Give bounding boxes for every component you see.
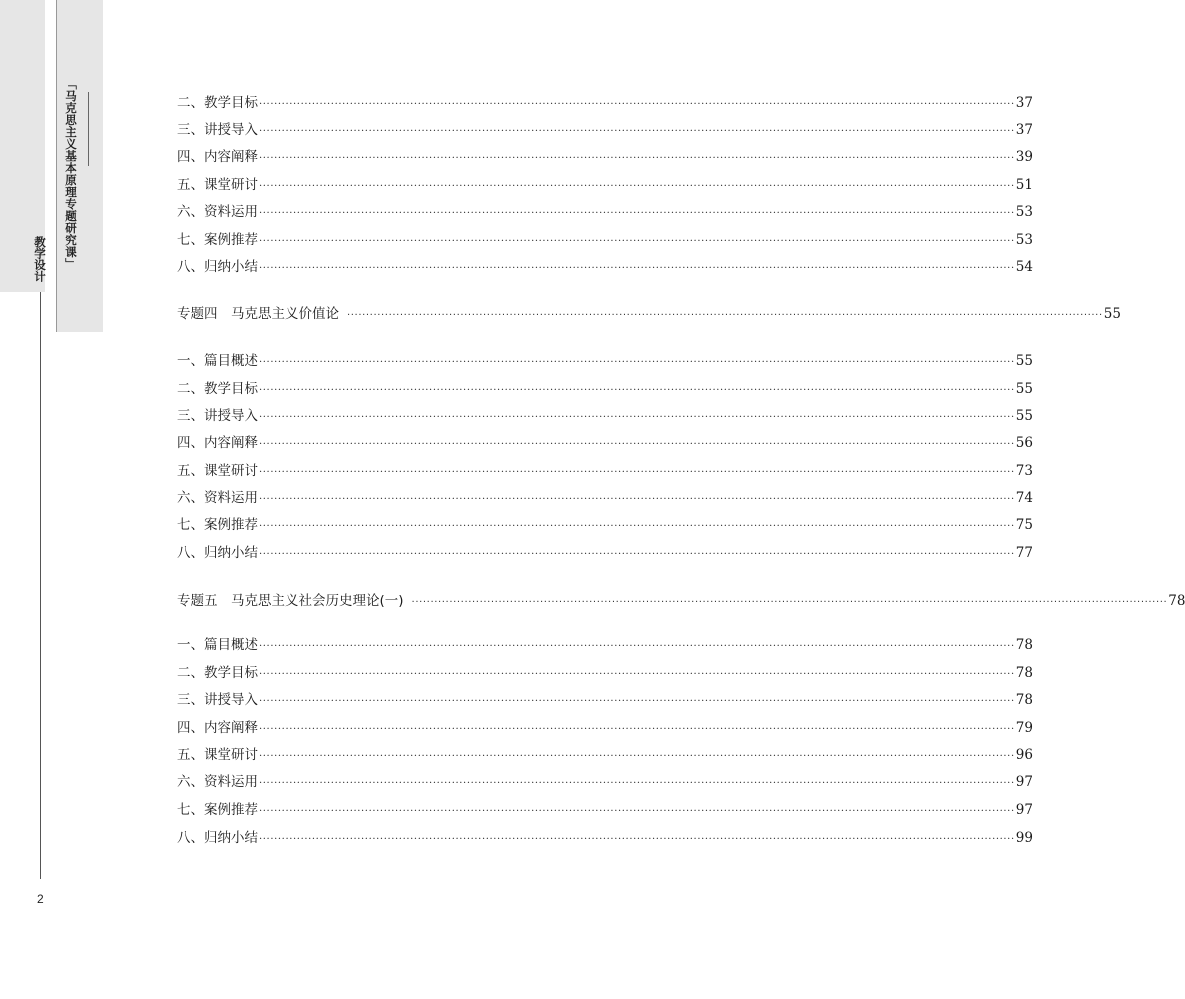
toc-entry	[177, 91, 1033, 111]
toc-entry-label: 一、篇目概述	[177, 637, 258, 653]
dot-leader: ········································································································································································································	[259, 385, 1015, 396]
toc-entry-page: 77	[1015, 545, 1033, 561]
toc-entry-label: 二、教学目标	[177, 95, 258, 111]
toc-entry-page: 53	[1015, 204, 1033, 220]
toc-entry	[177, 798, 1033, 818]
toc-entry-page: 39	[1015, 149, 1033, 165]
dot-leader: ········································································································································································································	[259, 263, 1015, 274]
dot-leader: ········································································································································································································	[259, 724, 1015, 735]
toc-entry-label: 六、资料运用	[177, 490, 258, 506]
toc-entry	[177, 688, 1033, 708]
toc-entry-label: 一、篇目概述	[177, 353, 258, 369]
toc-entry-label: 八、归纳小结	[177, 259, 258, 275]
dot-leader: ········································································································································································································	[259, 778, 1015, 789]
toc-entry-label: 专题四 马克思主义价值论	[177, 306, 339, 322]
toc-entry-label: 七、案例推荐	[177, 232, 258, 248]
book-title: 「马克思主义基本原理专题研究课」	[64, 78, 78, 270]
dot-leader: ········································································································································································································	[259, 126, 1015, 137]
toc-entry	[177, 349, 1033, 369]
toc-entry-page: 55	[1015, 381, 1033, 397]
toc-entry-label: 五、课堂研讨	[177, 463, 258, 479]
toc-entry	[177, 486, 1033, 506]
toc-entry	[177, 770, 1033, 790]
dot-leader: ········································································································································································································	[259, 494, 1015, 505]
toc-entry-label: 五、课堂研讨	[177, 747, 258, 763]
toc-entry-page: 56	[1015, 435, 1033, 451]
toc-entry	[177, 404, 1033, 424]
toc-entry-label: 六、资料运用	[177, 204, 258, 220]
dot-leader: ········································································································································································································	[259, 467, 1015, 478]
toc-entry-label: 二、教学目标	[177, 381, 258, 397]
toc-entry-page: 78	[1015, 665, 1033, 681]
toc-entry	[177, 431, 1033, 451]
dot-leader: ········································································································································································································	[259, 549, 1015, 560]
section-tab-label: 教学设计	[33, 236, 47, 282]
toc-entry	[177, 200, 1033, 220]
toc-entry-page: 75	[1015, 517, 1033, 533]
inner-divider	[56, 0, 57, 332]
toc-entry-label: 四、内容阐释	[177, 435, 258, 451]
dot-leader: ········································································································································································································	[411, 597, 1168, 608]
toc-entry	[177, 826, 1033, 846]
dot-leader: ········································································································································································································	[259, 806, 1015, 817]
dot-leader: ········································································································································································································	[259, 439, 1015, 450]
toc-entry-page: 97	[1015, 802, 1033, 818]
toc-entry-page: 78	[1168, 593, 1185, 609]
toc-entry-label: 三、讲授导入	[177, 692, 258, 708]
toc-entry-label: 三、讲授导入	[177, 408, 258, 424]
toc-entry	[177, 118, 1033, 138]
toc-entry-page: 51	[1015, 177, 1033, 193]
dot-leader: ········································································································································································································	[259, 696, 1015, 707]
dot-leader: ········································································································································································································	[259, 412, 1015, 423]
toc-entry-page: 97	[1015, 774, 1033, 790]
book-title-rule	[88, 92, 89, 166]
toc-entry-label: 七、案例推荐	[177, 517, 258, 533]
toc-entry-label: 五、课堂研讨	[177, 177, 258, 193]
toc-entry-page: 79	[1015, 720, 1033, 736]
toc-entry-page: 78	[1015, 692, 1033, 708]
dot-leader: ········································································································································································································	[259, 641, 1015, 652]
dot-leader: ········································································································································································································	[259, 236, 1015, 247]
toc-entry	[177, 377, 1033, 397]
toc-entry-page: 78	[1015, 637, 1033, 653]
toc-entry	[177, 459, 1033, 479]
toc-entry-page: 53	[1015, 232, 1033, 248]
toc-entry	[177, 145, 1033, 165]
toc-entry	[177, 743, 1033, 763]
toc-entry-label: 专题五 马克思主义社会历史理论(一)	[177, 593, 404, 609]
toc-entry-page: 73	[1015, 463, 1033, 479]
toc-entry-label: 四、内容阐释	[177, 720, 258, 736]
dot-leader: ········································································································································································································	[259, 99, 1015, 110]
toc-entry-label: 三、讲授导入	[177, 122, 258, 138]
toc-entry	[177, 716, 1033, 736]
toc-entry	[177, 513, 1033, 533]
toc-entry	[177, 228, 1033, 248]
toc-entry-label: 八、归纳小结	[177, 545, 258, 561]
dot-leader: ········································································································································································································	[259, 153, 1015, 164]
toc-entry-label: 七、案例推荐	[177, 802, 258, 818]
toc-entry	[177, 255, 1033, 275]
toc-entry	[177, 173, 1033, 193]
dot-leader: ········································································································································································································	[259, 834, 1015, 845]
outer-divider	[40, 292, 41, 879]
toc-entry-page: 37	[1015, 122, 1033, 138]
toc-entry-page: 74	[1015, 490, 1033, 506]
toc-entry	[177, 661, 1033, 681]
dot-leader: ········································································································································································································	[259, 669, 1015, 680]
toc-entry-page: 55	[1015, 353, 1033, 369]
toc-entry	[177, 633, 1033, 653]
dot-leader: ········································································································································································································	[259, 521, 1015, 532]
toc-entry-label: 四、内容阐释	[177, 149, 258, 165]
dot-leader: ········································································································································································································	[259, 357, 1015, 368]
toc-entry-page: 55	[1103, 306, 1121, 322]
toc-entry	[177, 541, 1033, 561]
toc-entry-page: 55	[1015, 408, 1033, 424]
toc-entry-page: 54	[1015, 259, 1033, 275]
toc-entry-page: 37	[1015, 95, 1033, 111]
toc-entry-page: 96	[1015, 747, 1033, 763]
toc-entry-label: 八、归纳小结	[177, 830, 258, 846]
dot-leader: ········································································································································································································	[259, 751, 1015, 762]
dot-leader: ········································································································································································································	[259, 181, 1015, 192]
toc-chapter-heading	[177, 589, 1185, 609]
toc-entry-label: 六、资料运用	[177, 774, 258, 790]
dot-leader: ········································································································································································································	[347, 310, 1103, 321]
toc-entry-page: 99	[1015, 830, 1033, 846]
page-number: 2	[37, 892, 44, 906]
toc-entry-label: 二、教学目标	[177, 665, 258, 681]
toc-chapter-heading	[177, 302, 1121, 322]
dot-leader: ········································································································································································································	[259, 208, 1015, 219]
